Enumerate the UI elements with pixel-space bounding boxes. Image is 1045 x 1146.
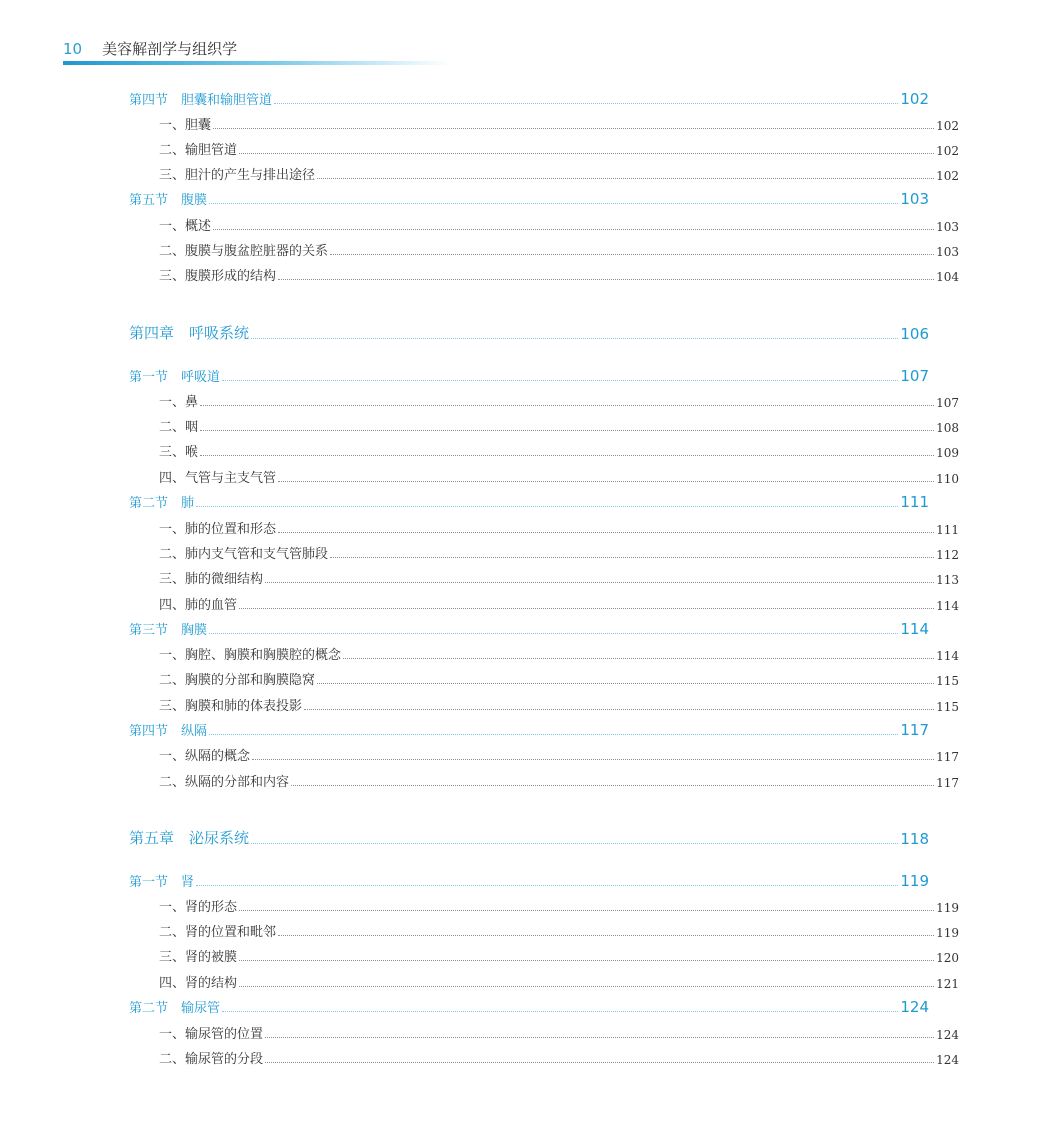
toc-item-entry bbox=[0, 692, 1045, 714]
toc-entry-title: 二、输胆管道 bbox=[159, 143, 238, 158]
dot-leader bbox=[239, 986, 934, 987]
header-rule bbox=[63, 61, 450, 65]
toc-item-entry bbox=[0, 515, 1045, 537]
dot-leader bbox=[251, 843, 898, 844]
toc-entry-page-number: 118 bbox=[900, 830, 929, 848]
toc-entry-title: 第五章 泌尿系统 bbox=[129, 829, 250, 847]
toc-entry-page-number: 102 bbox=[900, 90, 929, 108]
toc-entry-title: 第三节 胸膜 bbox=[129, 623, 208, 638]
toc-entry-page-number: 120 bbox=[936, 951, 959, 965]
toc-item-entry bbox=[0, 111, 1045, 133]
toc-entry-title: 第二节 肺 bbox=[129, 496, 195, 511]
toc-chapter-entry bbox=[0, 321, 1015, 343]
toc-entry-title: 第二节 输尿管 bbox=[129, 1001, 221, 1016]
toc-entry-page-number: 110 bbox=[936, 472, 959, 486]
toc-item-entry bbox=[0, 136, 1045, 158]
toc-entry-page-number: 109 bbox=[936, 446, 959, 460]
toc-entry-page-number: 104 bbox=[936, 270, 959, 284]
dot-leader bbox=[278, 279, 934, 280]
toc-entry-page-number: 117 bbox=[936, 750, 959, 764]
toc-entry-title: 二、胸膜的分部和胸膜隐窝 bbox=[159, 673, 316, 688]
toc-item-entry bbox=[0, 641, 1045, 663]
dot-leader bbox=[265, 1037, 934, 1038]
toc-entry-title: 二、咽 bbox=[159, 420, 199, 435]
toc-entry-page-number: 106 bbox=[900, 325, 929, 343]
dot-leader bbox=[317, 178, 934, 179]
toc-entry-page-number: 112 bbox=[936, 548, 959, 562]
toc-entry-title: 第四章 呼吸系统 bbox=[129, 324, 250, 342]
toc-entry-page-number: 114 bbox=[936, 599, 959, 613]
toc-entry-title: 二、肺内支气管和支气管肺段 bbox=[159, 547, 329, 562]
toc-item-entry bbox=[0, 237, 1045, 259]
toc-entry-title: 三、喉 bbox=[159, 445, 199, 460]
toc-entry-page-number: 121 bbox=[936, 977, 959, 991]
toc-item-entry bbox=[0, 540, 1045, 562]
toc-item-entry bbox=[0, 464, 1045, 486]
toc-section-entry bbox=[0, 489, 1015, 511]
toc-section-entry bbox=[0, 868, 1015, 890]
toc-entry-title: 一、胆囊 bbox=[159, 118, 212, 133]
toc-item-entry bbox=[0, 742, 1045, 764]
dot-leader bbox=[330, 557, 934, 558]
toc-entry-page-number: 114 bbox=[900, 620, 929, 638]
toc-entry-page-number: 119 bbox=[936, 901, 959, 915]
toc-entry-title: 一、纵隔的概念 bbox=[159, 749, 251, 764]
toc-item-entry bbox=[0, 591, 1045, 613]
toc-entry-page-number: 119 bbox=[936, 926, 959, 940]
toc-chapter-entry bbox=[0, 826, 1015, 848]
dot-leader bbox=[251, 338, 898, 339]
toc-section-entry bbox=[0, 994, 1015, 1016]
toc-item-entry bbox=[0, 918, 1045, 940]
toc-entry-title: 二、腹膜与腹盆腔脏器的关系 bbox=[159, 244, 329, 259]
dot-leader bbox=[274, 103, 898, 104]
toc-entry-page-number: 124 bbox=[900, 998, 929, 1016]
toc-entry-page-number: 111 bbox=[900, 493, 929, 511]
dot-leader bbox=[239, 960, 934, 961]
toc-entry-title: 三、胆汁的产生与排出途径 bbox=[159, 168, 316, 183]
toc-item-entry bbox=[0, 161, 1045, 183]
toc-section-entry bbox=[0, 717, 1015, 739]
dot-leader bbox=[213, 229, 934, 230]
toc-entry-page-number: 103 bbox=[936, 220, 959, 234]
toc-entry-title: 三、腹膜形成的结构 bbox=[159, 269, 277, 284]
toc-entry-page-number: 103 bbox=[936, 245, 959, 259]
toc-entry-title: 一、胸腔、胸膜和胸膜腔的概念 bbox=[159, 648, 342, 663]
dot-leader bbox=[278, 935, 934, 936]
toc-entry-title: 第一节 呼吸道 bbox=[129, 370, 221, 385]
dot-leader bbox=[304, 709, 934, 710]
toc-item-entry bbox=[0, 388, 1045, 410]
dot-leader bbox=[200, 405, 934, 406]
dot-leader bbox=[278, 481, 934, 482]
toc-entry-page-number: 103 bbox=[900, 190, 929, 208]
toc-entry-title: 二、肾的位置和毗邻 bbox=[159, 925, 277, 940]
toc-item-entry bbox=[0, 666, 1045, 688]
dot-leader bbox=[200, 455, 934, 456]
toc-item-entry bbox=[0, 262, 1045, 284]
book-title: 美容解剖学与组织学 bbox=[102, 40, 238, 58]
toc-entry-title: 第四节 胆囊和输胆管道 bbox=[129, 93, 273, 108]
toc-entry-page-number: 102 bbox=[936, 169, 959, 183]
dot-leader bbox=[200, 430, 934, 431]
dot-leader bbox=[278, 532, 934, 533]
toc-entry-title: 三、胸膜和肺的体表投影 bbox=[159, 699, 303, 714]
toc-entry-page-number: 102 bbox=[936, 144, 959, 158]
toc-entry-page-number: 115 bbox=[936, 700, 959, 714]
toc-entry-title: 四、气管与主支气管 bbox=[159, 471, 277, 486]
dot-leader bbox=[213, 128, 934, 129]
dot-leader bbox=[222, 1011, 898, 1012]
toc-section-entry bbox=[0, 363, 1015, 385]
toc-item-entry bbox=[0, 565, 1045, 587]
toc-entry-page-number: 113 bbox=[936, 573, 959, 587]
toc-entry-title: 一、输尿管的位置 bbox=[159, 1027, 264, 1042]
page-number: 10 bbox=[63, 40, 83, 58]
toc-item-entry bbox=[0, 413, 1045, 435]
toc-entry-page-number: 117 bbox=[936, 776, 959, 790]
dot-leader bbox=[209, 734, 898, 735]
page-header bbox=[63, 38, 237, 59]
toc-entry-page-number: 124 bbox=[936, 1028, 959, 1042]
dot-leader bbox=[222, 380, 898, 381]
dot-leader bbox=[239, 910, 934, 911]
toc-entry-page-number: 114 bbox=[936, 649, 959, 663]
toc-item-entry bbox=[0, 893, 1045, 915]
dot-leader bbox=[196, 506, 898, 507]
dot-leader bbox=[343, 658, 934, 659]
toc-entry-title: 三、肾的被膜 bbox=[159, 950, 238, 965]
toc-item-entry bbox=[0, 943, 1045, 965]
toc-section-entry bbox=[0, 616, 1015, 638]
toc-item-entry bbox=[0, 438, 1045, 460]
dot-leader bbox=[196, 885, 898, 886]
toc-entry-title: 一、概述 bbox=[159, 219, 212, 234]
toc-entry-page-number: 119 bbox=[900, 872, 929, 890]
toc-entry-page-number: 117 bbox=[900, 721, 929, 739]
toc-entry-title: 四、肺的血管 bbox=[159, 598, 238, 613]
dot-leader bbox=[239, 153, 934, 154]
toc-entry-title: 一、肺的位置和形态 bbox=[159, 522, 277, 537]
dot-leader bbox=[239, 608, 934, 609]
toc-entry-title: 一、鼻 bbox=[159, 395, 199, 410]
toc-entry-title: 二、输尿管的分段 bbox=[159, 1052, 264, 1067]
toc-entry-title: 第五节 腹膜 bbox=[129, 193, 208, 208]
toc-entry-title: 一、肾的形态 bbox=[159, 900, 238, 915]
toc-entry-page-number: 111 bbox=[936, 523, 959, 537]
toc-entry-page-number: 107 bbox=[900, 367, 929, 385]
toc-entry-title: 三、肺的微细结构 bbox=[159, 572, 264, 587]
dot-leader bbox=[252, 759, 934, 760]
toc-item-entry bbox=[0, 1045, 1045, 1067]
toc-item-entry bbox=[0, 1020, 1045, 1042]
toc-item-entry bbox=[0, 768, 1045, 790]
toc-entry-title: 二、纵隔的分部和内容 bbox=[159, 775, 290, 790]
toc-entry-page-number: 124 bbox=[936, 1053, 959, 1067]
dot-leader bbox=[209, 633, 898, 634]
toc-entry-page-number: 108 bbox=[936, 421, 959, 435]
toc-section-entry bbox=[0, 186, 1015, 208]
toc-entry-title: 第一节 肾 bbox=[129, 875, 195, 890]
toc-entry-title: 四、肾的结构 bbox=[159, 976, 238, 991]
dot-leader bbox=[330, 254, 934, 255]
toc-entry-page-number: 107 bbox=[936, 396, 959, 410]
toc-entry-title: 第四节 纵隔 bbox=[129, 724, 208, 739]
toc-entry-page-number: 115 bbox=[936, 674, 959, 688]
toc-entry-page-number: 102 bbox=[936, 119, 959, 133]
dot-leader bbox=[265, 582, 934, 583]
toc-section-entry bbox=[0, 86, 1015, 108]
toc-item-entry bbox=[0, 969, 1045, 991]
dot-leader bbox=[265, 1062, 934, 1063]
dot-leader bbox=[317, 683, 934, 684]
dot-leader bbox=[209, 203, 898, 204]
toc-item-entry bbox=[0, 212, 1045, 234]
dot-leader bbox=[291, 785, 934, 786]
